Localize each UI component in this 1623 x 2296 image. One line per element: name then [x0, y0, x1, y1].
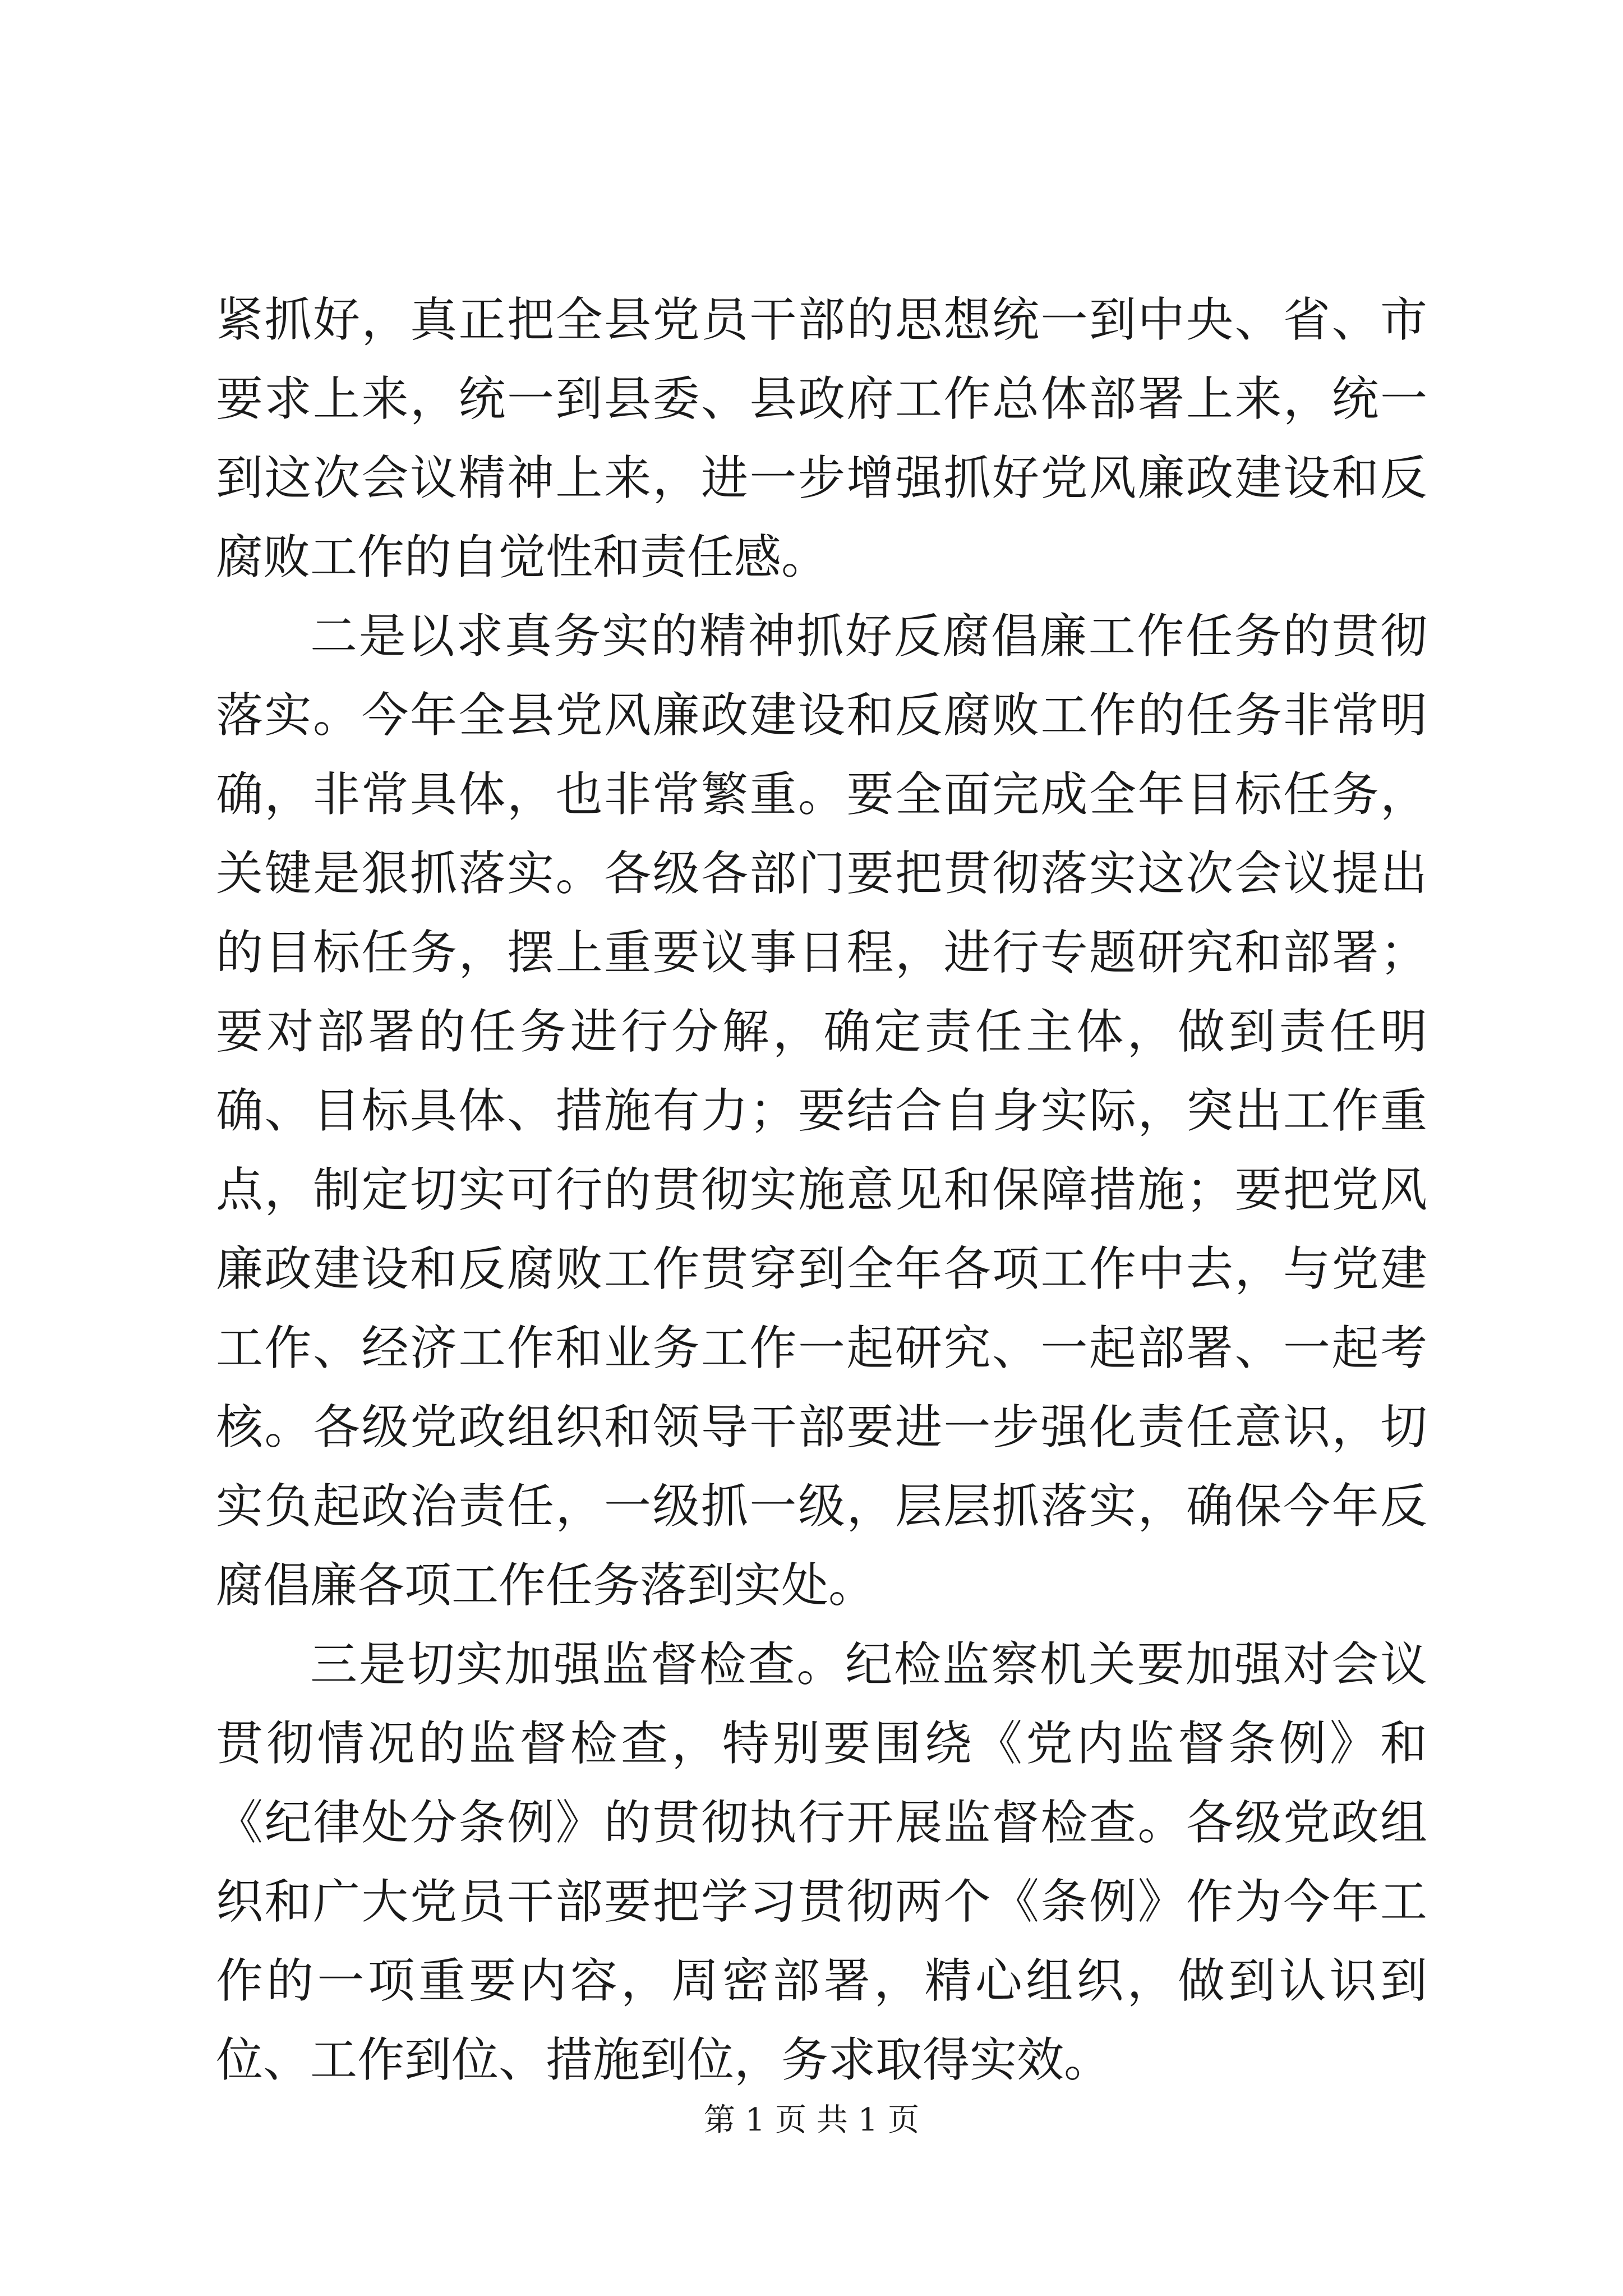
paragraph-second-point: 二是以求真务实的精神抓好反腐倡廉工作任务的贯彻落实。今年全县党风廉政建设和反腐败工作的任务非常明确，非常具体，也非常繁重。要全面完成全年目标任务，关键是狠抓落实。各级各部门要把贯彻落实这次会议提出的目标任务，摆上重要议事日程，进行专题研究和部署；要对部署的任务进行分解，确定责任主体，做到责任明确、目标具体、措施有力；要结合自身实际，突出工作重点，制定切实可行的贯彻实施意见和保障措施；要把党风廉政建设和反腐败工作贯穿到全年各项工作中去，与党建工作、经济工作和业务工作一起研究、一起部署、一起考核。各级党政组织和领导干部要进一步强化责任意识，切实负起政治责任，一级抓一级，层层抓落实，确保今年反腐倡廉各项工作任务落到实处。: [216, 609, 1427, 1613]
body-text: [216, 280, 1427, 2100]
page-footer: 第 1 页 共 1 页: [703, 2102, 920, 2138]
paragraph-continued: 紧抓好，真正把全县党员干部的思想统一到中央、省、市要求上来，统一到县委、县政府工作总体部署上来，统一到这次会议精神上来，进一步增强抓好党风廉政建设和反腐败工作的自觉性和责任感。: [216, 292, 1427, 585]
paragraph-third-point: 三是切实加强监督检查。纪检监察机关要加强对会议贯彻情况的监督检查，特别要围绕《党内监督条例》和《纪律处分条例》的贯彻执行开展监督检查。各级党政组织和广大党员干部要把学习贯彻两个《条例》作为今年工作的一项重要内容，周密部署，精心组织，做到认识到位、工作到位、措施到位，务求取得实效。: [216, 1637, 1427, 2087]
